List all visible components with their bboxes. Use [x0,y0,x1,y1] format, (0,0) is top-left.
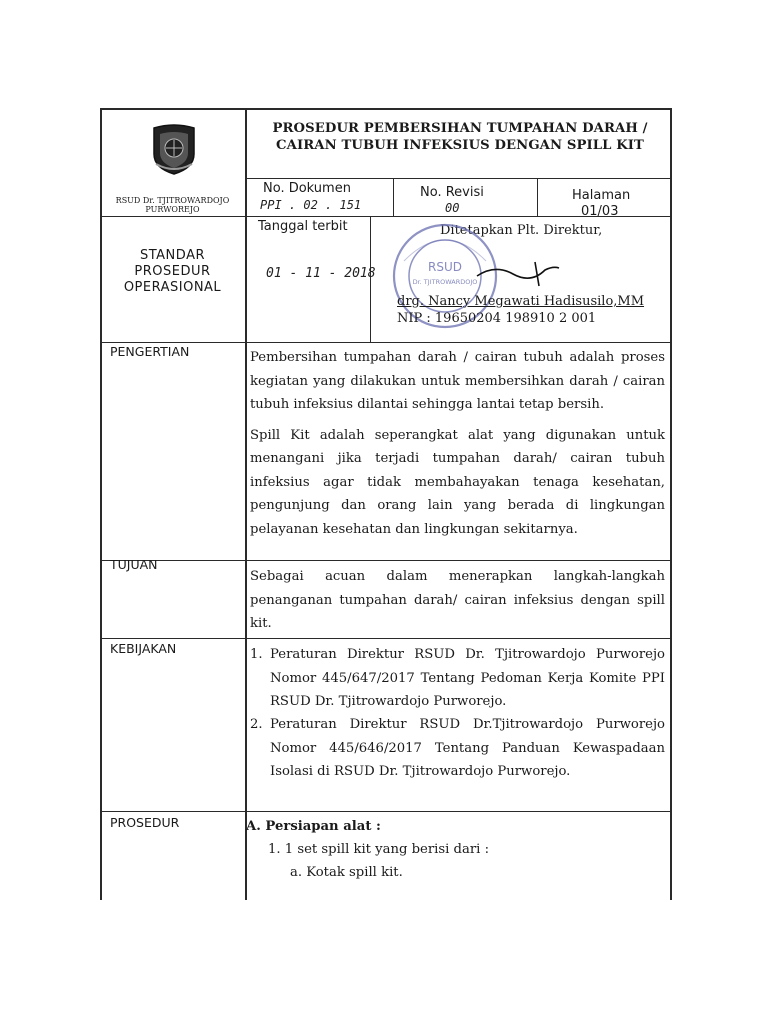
title-divider [245,178,672,179]
revisi-divider-left [393,178,394,216]
title-line-2: CAIRAN TUBUH INFEKSIUS DENGAN SPILL KIT [276,138,644,153]
ditetapkan-label: Ditetapkan Plt. Direktur, [440,223,603,238]
prosedur-item-1: 1. 1 set spill kit yang berisi dari : [268,842,490,857]
title-line-1: PROSEDUR PEMBERSIHAN TUMPAHAN DARAH / [272,121,648,136]
sop-line-2: PROSEDUR [134,264,211,279]
sop-label [100,248,245,296]
tujuan-label: TUJUAN [110,557,158,572]
no-dokumen-label: No. Dokumen [263,181,351,196]
border-top [100,108,672,110]
rsud-logo [150,124,198,180]
kebijakan-item-2-number: 2. [250,717,263,732]
kebijakan-item-1: Peraturan Direktur RSUD Dr. Tjitrowardojo Purworejo Nomor 445/647/2017 Tentang Pedoman Kerja Komite PPI RSUD Dr. Tjitrowardojo Purworejo. [270,647,665,709]
halaman-label: Halaman [572,188,631,203]
svg-text:Dr. TJITROWARDOJO: Dr. TJITROWARDOJO [412,278,478,286]
no-revisi-value: 00 [445,201,460,215]
prosedur-heading: A. Persiapan alat : [246,819,381,834]
no-dokumen-value: PPI . 02 . 151 [260,198,362,212]
halaman-value: 01/03 [581,204,619,219]
document-title [248,120,672,154]
sop-line-3: OPERASIONAL [123,280,222,295]
revisi-divider-right [537,178,538,216]
sop-document [100,108,672,900]
prosedur-label: PROSEDUR [110,815,180,830]
pengertian-paragraph-1: Pembersihan tumpahan darah / cairan tubuh adalah proses kegiatan yang dilakukan untuk membersihkan darah / cairan tubuh infeksius dilantai sehingga lantai tetap bersih. [250,350,665,412]
kebijakan-divider [100,811,672,812]
prosedur-item-1a: a. Kotak spill kit. [290,865,403,880]
tanggal-terbit-value: 01 - 11 - 2018 [266,266,376,281]
pengertian-label: PENGERTIAN [110,344,190,359]
column-divider [245,108,247,900]
tujuan-divider [100,638,672,639]
no-revisi-label: No. Revisi [420,185,484,200]
pengertian-content [250,346,665,541]
pengertian-paragraph-2: Spill Kit adalah seperangkat alat yang digunakan untuk menangani jika terjadi tumpahan darah/ cairan tubuh infeksius agar tidak membahayakan tenaga kesehatan, pengunjung dan orang lain yang berada di lingkungan pelayanan kesehatan dan lingkungan sekitarnya. [250,427,665,537]
sop-line-1: STANDAR [139,248,205,263]
director-name: drg. Nancy Megawati Hadisusilo,MM [397,294,645,309]
tujuan-content: Sebagai acuan dalam menerapkan langkah-langkah penanganan tumpahan darah/ cairan infeksius dengan spill kit. [250,569,665,631]
pengertian-divider [100,560,672,561]
director-nip: NIP : 19650204 198910 2 001 [397,311,597,326]
kebijakan-item-1-number: 1. [250,647,263,662]
border-right [670,108,672,900]
institution-name: RSUD Dr. TJITROWARDOJO PURWOREJO [115,196,230,214]
border-left [100,108,102,900]
kebijakan-label: KEBIJAKAN [110,641,177,656]
sop-divider [100,342,672,343]
tanggal-terbit-label: Tanggal terbit [258,219,348,234]
kebijakan-item-2: Peraturan Direktur RSUD Dr.Tjitrowardojo Purworejo Nomor 445/646/2017 Tentang Panduan Kewaspadaan Isolasi di RSUD Dr. Tjitrowardojo Purworejo. [270,717,665,779]
director-signature [475,256,565,296]
svg-text:RSUD: RSUD [428,260,462,274]
director-block [397,293,644,327]
